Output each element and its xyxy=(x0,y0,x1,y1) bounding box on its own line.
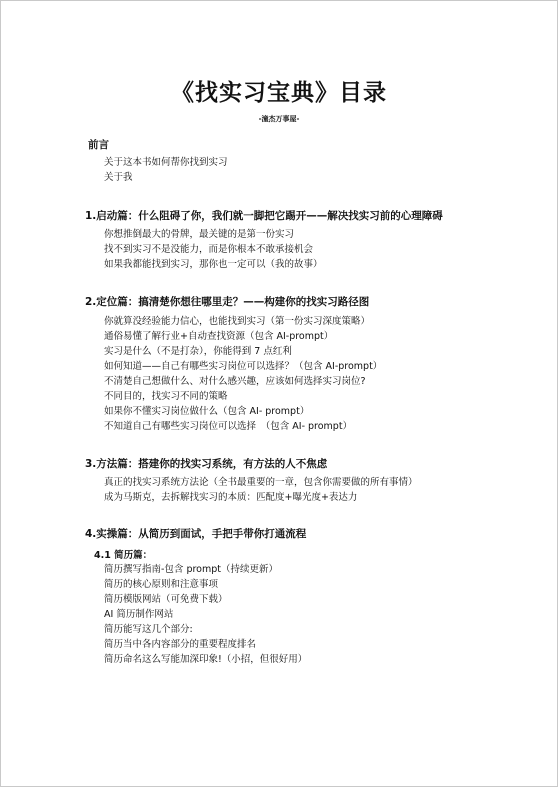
toc-item: 简历撰写指南-包含 prompt（持续更新） xyxy=(104,564,278,575)
toc-item: 成为马斯克，去拆解找实习的本质：匹配度+曝光度+表达力 xyxy=(104,492,358,503)
toc-item: 真正的找实习系统方法论（全书最重要的一章，包含你需要做的所有事情） xyxy=(104,477,418,488)
document-title: 《找实习宝典》目录 xyxy=(171,80,387,106)
section-3-heading: 3.方法篇：搭建你的找实习系统，有方法的人不焦虑 xyxy=(85,458,328,470)
preface-list xyxy=(104,155,228,185)
toc-item: 关于这本书如何帮你找到实习 xyxy=(104,157,228,168)
toc-item: 你想推倒最大的骨牌，最关键的是第一份实习 xyxy=(104,229,295,240)
toc-item: 不知道自己有哪些实习岗位可以选择 （包含 AI- prompt） xyxy=(104,421,353,432)
toc-item: 简历当中各内容部分的重要程度排名 xyxy=(104,639,257,650)
toc-item: 关于我 xyxy=(104,172,133,183)
subsection-4-1-list xyxy=(104,562,307,667)
toc-item: 简历的核心原则和注意事项 xyxy=(104,579,219,590)
subsection-4-1-heading: 4.1 简历篇： xyxy=(94,550,153,561)
section-1-list xyxy=(104,227,323,272)
toc-item: 简历能写这几个部分: xyxy=(104,624,193,635)
toc-item: AI 简历制作网站 xyxy=(104,609,174,620)
preface-heading: 前言 xyxy=(88,139,109,151)
toc-item: 通俗易懂了解行业+自动查找资源（包含 AI-prompt） xyxy=(104,331,334,342)
toc-item: 如果你不懂实习岗位做什么（包含 AI- prompt） xyxy=(104,406,310,417)
section-2-heading: 2.定位篇：搞清楚你想往哪里走？——构建你的找实习路径图 xyxy=(85,296,370,308)
section-1-heading: 1.启动篇：什么阻碍了你，我们就一脚把它踢开——解决找实习前的心理障碍 xyxy=(85,210,443,222)
toc-item: 找不到实习不是没能力，而是你根本不敢承接机会 xyxy=(104,244,314,255)
toc-item: 简历模版网站（可免费下载） xyxy=(104,594,228,605)
toc-item: 实习是什么（不是打杂），你能得到 7 点红利 xyxy=(104,346,292,357)
toc-item: 如何知道——自己有哪些实习岗位可以选择？（包含 AI-prompt） xyxy=(104,361,383,372)
author-byline: -潼杰万事屋- xyxy=(258,115,300,123)
toc-item: 简历命名这么写能加深印象!（小招，但很好用） xyxy=(104,654,308,665)
toc-item: 不清楚自己想做什么、对什么感兴趣，应该如何选择实习岗位? xyxy=(104,376,366,387)
toc-item: 如果我都能找到实习，那你也一定可以（我的故事） xyxy=(104,259,323,270)
toc-item: 你就算没经验能力信心，也能找到实习（第一份实习深度策略） xyxy=(104,316,371,327)
section-2-list xyxy=(104,314,382,434)
section-4-heading: 4.实操篇：从简历到面试，手把手带你打通流程 xyxy=(85,528,307,540)
toc-item: 不同目的，找实习不同的策略 xyxy=(104,391,228,402)
section-3-list xyxy=(104,475,418,505)
